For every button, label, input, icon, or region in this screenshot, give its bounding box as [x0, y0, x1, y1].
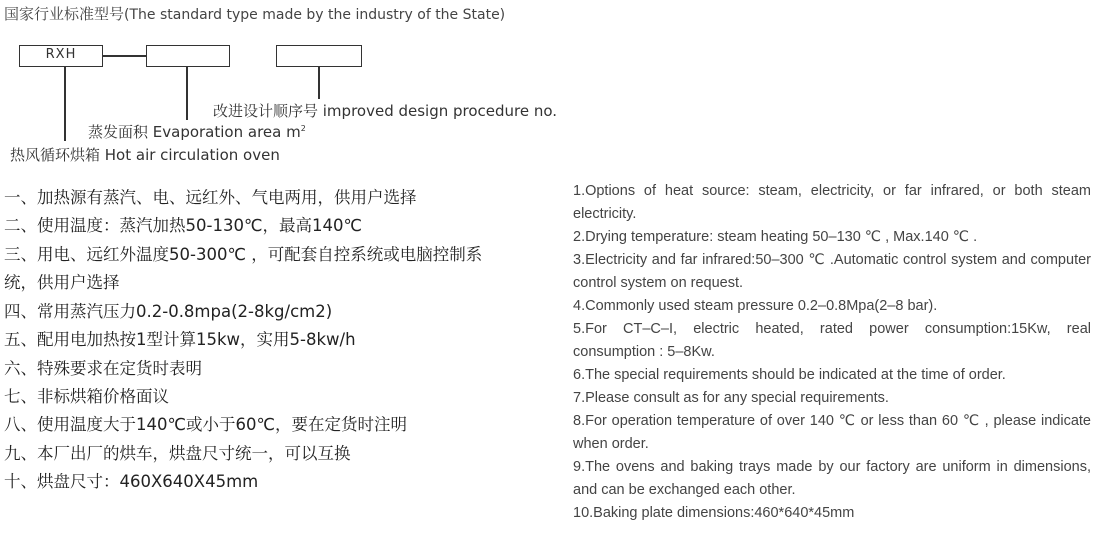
leader-line-area: [186, 67, 188, 120]
leader-line-design-no: [318, 67, 320, 99]
spec-en-item: 6.The special requirements should be indicated at the time of order.: [573, 367, 1006, 383]
model-box-rxh: [19, 45, 103, 67]
page-title: [4, 3, 505, 24]
spec-en-item: 1.Options of heat source: steam, electricity, or far infrared, or both steam electricity.: [573, 183, 1091, 222]
spec-en-item: 8.For operation temperature of over 140 ℃ or less than 60 ℃ , please indicate when order.: [573, 413, 1091, 452]
area-unit-superscript: 2: [300, 124, 306, 133]
specs-en-list: [573, 180, 1091, 525]
model-box-rxh-label: RXH: [45, 47, 77, 62]
spec-cn-item: 四、常用蒸汽压力0.2-0.8mpa(2-8kg/cm2): [4, 302, 333, 321]
spec-en-item: 9.The ovens and baking trays made by our factory are uniform in dimensions, and can be exchanged each other.: [573, 459, 1091, 498]
spec-cn-item: 十、烘盘尺寸：460X640X45mm: [4, 472, 259, 491]
spec-en-item: 4.Commonly used steam pressure 0.2–0.8Mpa(2–8 bar).: [573, 298, 938, 314]
spec-cn-item: 七、非标烘箱价格面议: [4, 387, 169, 406]
spec-en-item: 10.Baking plate dimensions:460*640*45mm: [573, 505, 855, 521]
label-design-no: 改进设计顺序号 improved design procedure no.: [213, 102, 558, 120]
spec-en-item: 5.For CT–C–I, electric heated, rated power consumption:15Kw, real consumption : 5–8Kw.: [573, 321, 1091, 360]
spec-en-item: 2.Drying temperature: steam heating 50–130 ℃ , Max.140 ℃ .: [573, 229, 978, 245]
title-cn: 国家行业标准型号: [4, 5, 125, 23]
label-evaporation-area-text: 蒸发面积 Evaporation area m: [88, 123, 301, 141]
model-box-area: [146, 45, 230, 67]
spec-cn-item: 一、加热源有蒸汽、电、远红外、气电两用，供用户选择: [4, 188, 417, 207]
spec-cn-item: 五、配用电加热按1型计算15kw，实用5-8kw/h: [4, 330, 356, 349]
connector-line: [103, 55, 146, 57]
spec-cn-item: 三、用电、远红外温度50-300℃ ，可配套自控系统或电脑控制系: [4, 245, 483, 264]
spec-cn-item: 二、使用温度：蒸汽加热50-130℃，最高140℃: [4, 216, 362, 235]
model-box-design-no: [276, 45, 362, 67]
spec-en-item: 7.Please consult as for any special requirements.: [573, 390, 889, 406]
spec-cn-item: 八、使用温度大于140℃或小于60℃，要在定货时注明: [4, 415, 408, 434]
title-en: (The standard type made by the industry of the State): [124, 7, 506, 23]
leader-line-rxh: [64, 67, 66, 141]
spec-cn-item: 九、本厂出厂的烘车，烘盘尺寸统一，可以互换: [4, 444, 351, 463]
label-evaporation-area: [88, 121, 306, 142]
label-oven-type: 热风循环烘箱 Hot air circulation oven: [10, 146, 280, 164]
spec-cn-item: 六、特殊要求在定货时表明: [4, 359, 202, 378]
spec-en-item: 3.Electricity and far infrared:50–300 ℃ .Automatic control system and computer control system on request.: [573, 252, 1091, 291]
spec-cn-item: 统，供用户选择: [4, 273, 120, 292]
